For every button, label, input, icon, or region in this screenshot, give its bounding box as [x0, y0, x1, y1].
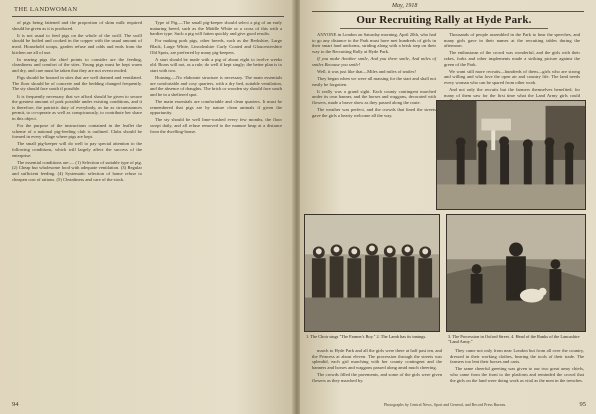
caption-right: 3. The Procession in Oxford Street. 4. Head of the Ranks of the Lancashire "Land Army." [448, 334, 580, 345]
paragraph: Type of Pig.—The small pig-keeper should select a pig of an early maturing breed, such as the Middle White or a cross of this with a hardier type. Such a pig will fatten quickly and give good results. [150, 20, 282, 37]
page-number-left: 94 [12, 401, 19, 408]
article-title: Our Recruiting Rally at Hyde Park. [356, 14, 532, 26]
article-column-2 [444, 32, 580, 98]
photo-marchers [436, 100, 586, 210]
paragraph: The weather was perfect, and the crowds that lined the streets gave the girls a hearty welcome all the way. [312, 107, 436, 118]
left-column-2 [150, 20, 282, 392]
caption-left: 1. The Choir sings "The Farmer's Boy." 2. The Lamb has its innings. [306, 334, 427, 339]
paragraph: Housing.—No elaborate structure is necessary. The main essentials are comfortable and cosy quarters, with a dry bed, suitable ventilation, and the absence of draughts. The brick or wooden sty should face south and be in a sheltered spot. [150, 75, 282, 97]
paragraph: It really was a grand sight. Each county contingent marched under its own banner, and the horses and waggons, decorated with flowers, made a brave show as they passed along the route. [312, 88, 436, 105]
page-number-right: 95 [579, 401, 586, 408]
paragraph: We want still more recruits—hundreds of them—girls who are strong and willing and who love the open air and country life. The land needs every woman who can be spared from other work. [444, 68, 580, 85]
title-rule [340, 28, 548, 29]
paragraph: For making pork pigs, other breeds, such as the Berkshire, Large Black, Large White, Lincolnshire Curly Coated and Gloucestershire Old Spots, are preferred by many pig-keepers. [150, 38, 282, 55]
paragraph: They came not only from near London but from all over the country, dressed in their working clothes, bearing the tools of their trade. The farmers too lent their horses and carts. [450, 348, 584, 365]
paragraph: It is frequently necessary that we afford should be given to secure the greatest amount of pork possible under existing conditions, and it is therefore, the patriotic duty of everybody, as far as circumstances permit, to co-operate as well as conspicuously, to contribute her share in this object. [12, 93, 142, 121]
paragraph: For the purpose of the instructions contained in the leaflet the scheme of a national pig-feeding club is outlined. Clubs should be formed in every village where pigs are kept. [12, 123, 142, 140]
photo-lamb-image [447, 215, 585, 331]
paragraph: They began when we were all massing for the start and shall not easily be forgotten. [312, 75, 436, 87]
photo-choir [304, 214, 440, 332]
photo-marchers-image [437, 101, 585, 209]
photo-credit: Photographs by Central News, Sport and General, and Record Press Bureau. [383, 402, 507, 407]
paragraph: march to Hyde Park and all the girls were there at half past ten, and the Princess at about eleven. The procession through the streets was splendid, each girl marching with her county contingent and the banners and horses and waggons passed along amid much cheering. [312, 348, 442, 370]
paragraph: It is not usual to feed pigs on the whole of the swill. The swill should be boiled and cooked in the copper with the usual amount of meal. Household scraps, garden refuse and odds and ends from the kitchen are all of use. [12, 32, 142, 55]
paragraph: Pigs should be housed in sties that are well drained and ventilated. The floor should be of concrete and the bedding changed frequently. The sty should face south if possible. [12, 75, 142, 92]
paragraph: A start should be made with a pig of about eight to twelve weeks old. Boars will not, as a rule, do well if kept singly; the better plan is to start with two. [150, 56, 282, 73]
article-column-1 [312, 32, 436, 148]
paragraph: The small pig-keeper will do well to pay special attention to the following conditions, which will largely affect the success of the enterprise: [12, 141, 142, 158]
paragraph: The sty should be well lime-washed every few months, the floor swept daily, and all refuse removed to the manure heap at a distance from the dwelling-house. [150, 117, 282, 134]
left-column-1 [12, 20, 142, 392]
header-rule-left [12, 16, 284, 17]
photo-choir-image [305, 215, 439, 331]
left-page [0, 0, 294, 414]
paragraph: The essential conditions are:— (1) Selection of suitable type of pig. (2) Cheap but wholesome food with adequate ventilation. (3) Regular and sufficient feeding. (4) Systematic selection of home refuse to cheapen cost of rations. (5) Cleanliness and care of the stock. [12, 159, 142, 182]
paragraph: of pigs being fattened and the proportion of skim milk required should be given as it is produced. [12, 20, 142, 31]
paragraph: Well, it was just like that—Miles and miles of smiles! [317, 68, 416, 74]
paragraph: In rearing pigs the chief points to consider are the feeding, cleanliness and comfort of the sties. Young pigs must be kept warm and dry, and care must be taken that they are not overcrowded. [12, 56, 142, 73]
header-rule-right [312, 11, 584, 12]
paragraph: The main essentials are comfortable and clean quarters. It must be remembered that pigs are by nature clean animals if given the opportunity. [150, 99, 282, 116]
bottom-column-2 [450, 348, 584, 402]
running-head-left: THE LANDWOMAN [14, 6, 78, 13]
paragraph: The crowds filled the pavements, and some of the girls were given flowers as they marched by. [312, 371, 442, 383]
bottom-column-1 [312, 348, 442, 402]
photo-lamb [446, 214, 586, 332]
date-head: May, 1918 [392, 3, 418, 9]
paragraph: ANYONE in London on Saturday morning, April 20th, who had to go any distance to the Park must have met hundreds of girls in their smart land uniforms, striding along with a brisk step on their way to the Recruiting Rally at Hyde Park. [312, 32, 436, 54]
paragraph: The enthusiasm of the crowd was wonderful, and the girls with their rakes, forks and other implements made a striking picture against the green of the Park. [444, 50, 580, 67]
paragraph: The same cheerful greeting was given to our two great army chiefs, who came from the front to the platform and reminded the crowd that the girls on the land were doing work as vital as the men in the trenches. [450, 366, 584, 383]
verse: If you make Another smile, And you there smile, And miles of smiles Because you smile! [312, 55, 436, 67]
paragraph: Thousands of people assembled in the Park to hear the speeches, and many girls gave in their names at the recruiting tables during the afternoon. [444, 32, 580, 49]
paragraph: And not only the recruits but the farmers themselves benefited, for many of them saw for the first time what the Land Army girls could [444, 87, 580, 98]
